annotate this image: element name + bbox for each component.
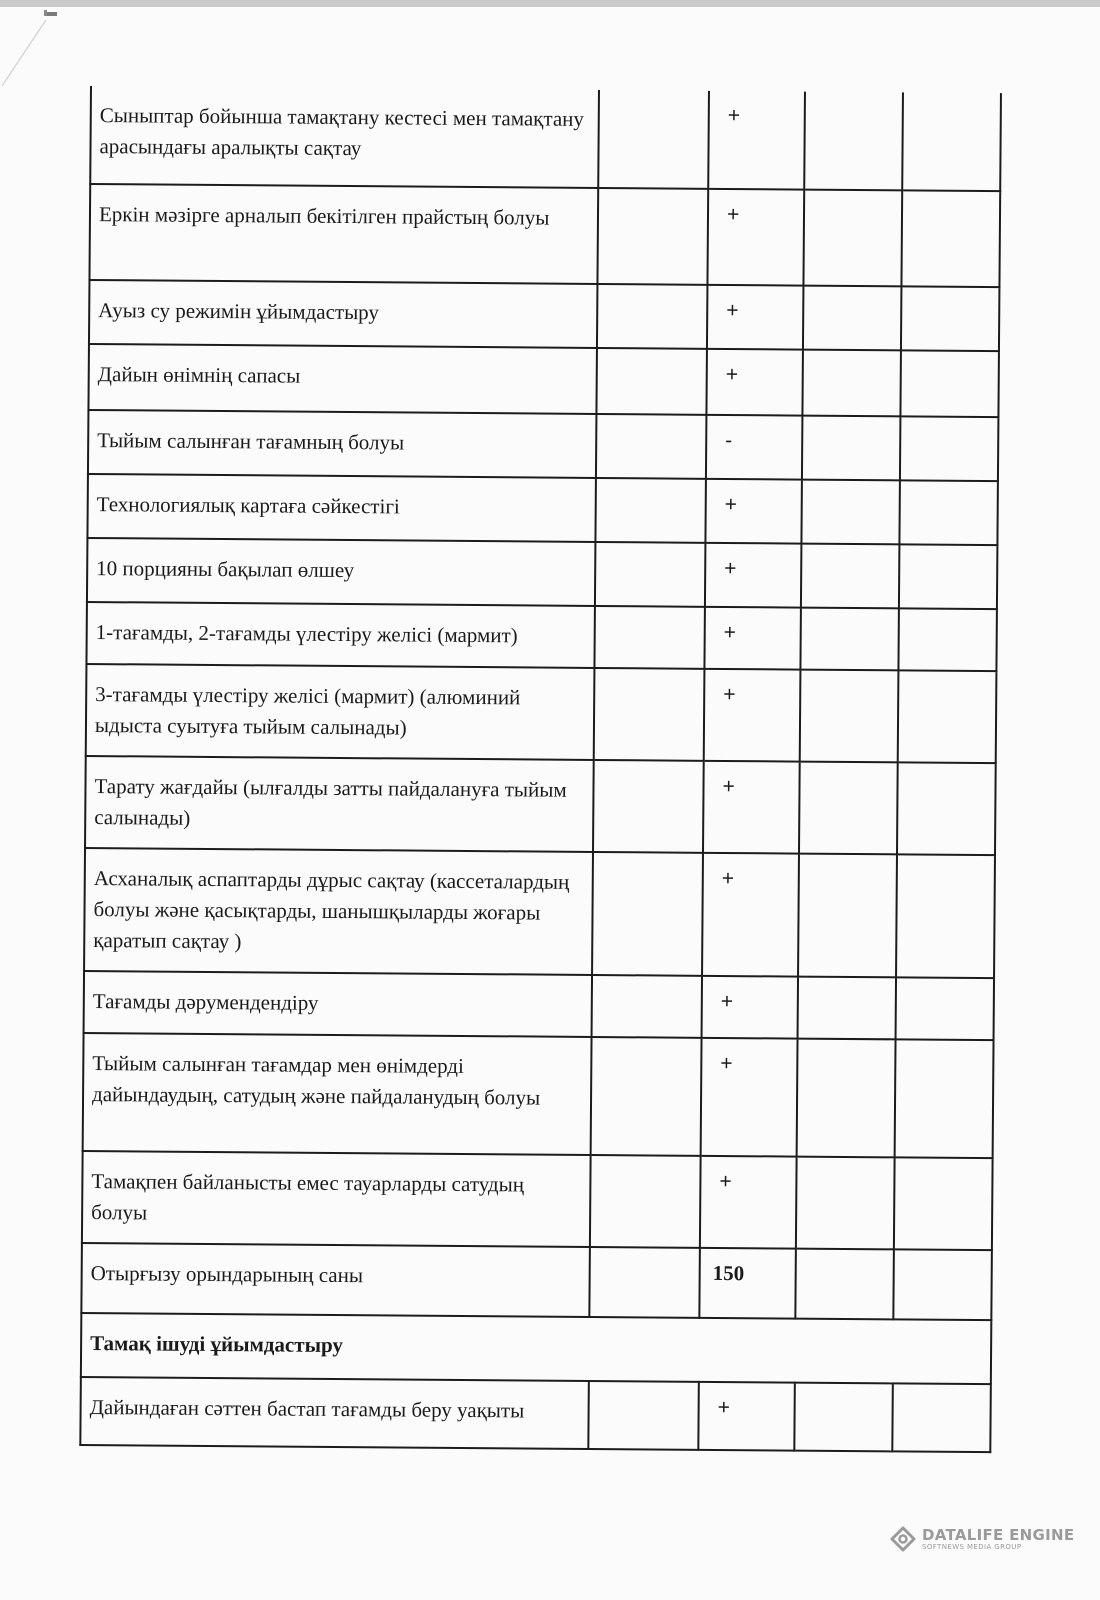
empty-cell <box>588 1381 699 1450</box>
empty-cell <box>898 670 997 763</box>
mark-cell <box>703 761 800 854</box>
table-row <box>86 602 996 671</box>
datalife-logo-icon <box>890 1526 916 1552</box>
mark-value: + <box>727 104 741 128</box>
mark-value: + <box>726 203 740 227</box>
empty-cell <box>901 286 999 351</box>
empty-cell <box>592 975 702 1038</box>
mark-cell <box>704 669 801 762</box>
criterion-text: Тыйым салынған тағамның болуы <box>97 428 405 455</box>
mark-cell <box>698 1382 795 1451</box>
empty-cell <box>897 762 996 855</box>
table-row <box>86 664 997 763</box>
table-row <box>87 538 997 609</box>
table-row <box>89 280 999 351</box>
mark-value: + <box>724 556 737 581</box>
table-row <box>81 1243 992 1320</box>
watermark-subtitle: SOFTNEWS MEDIA GROUP <box>922 1542 1022 1551</box>
mark-value: + <box>721 866 735 891</box>
empty-cell <box>795 1249 894 1320</box>
empty-cell <box>899 544 997 609</box>
empty-cell <box>798 854 897 978</box>
table-row <box>83 1033 994 1158</box>
mark-cell <box>701 1038 798 1157</box>
empty-cell <box>796 1157 895 1250</box>
empty-cell <box>799 762 898 855</box>
mark-cell <box>706 415 802 480</box>
mark-cell <box>706 349 803 416</box>
criterion-text: Отырғызу орындарының саны <box>90 1261 364 1288</box>
mark-value: - <box>725 429 733 453</box>
section-heading-row <box>81 1313 991 1384</box>
criterion-text: Асханалық аспаптарды дұрыс сақтау (кассеталардың болуы және қасықтарды, шанышқыларды жоғары қаратып сақтау ) <box>93 866 570 954</box>
mark-cell <box>699 1248 796 1319</box>
empty-cell <box>899 480 997 545</box>
page-fold-line <box>0 20 50 90</box>
criterion-text: Дайындаған сәттен бастап тағамды беру уақыты <box>89 1395 525 1423</box>
mark-value: + <box>726 299 739 323</box>
empty-cell <box>802 350 901 417</box>
mark-cell <box>707 189 804 286</box>
empty-cell <box>802 416 900 481</box>
empty-cell <box>801 544 899 609</box>
mark-value: + <box>719 1169 732 1194</box>
empty-cell <box>896 977 994 1040</box>
criterion-cell <box>88 344 597 414</box>
mark-cell <box>705 479 801 544</box>
watermark <box>890 1524 1074 1554</box>
table-row <box>84 848 995 978</box>
mark-cell <box>704 607 800 670</box>
mark-value: + <box>720 989 734 1014</box>
empty-cell <box>892 1383 991 1452</box>
table-row <box>89 184 1000 287</box>
criterion-cell <box>90 86 599 188</box>
empty-cell <box>594 606 704 669</box>
empty-cell <box>597 188 708 285</box>
table-row <box>88 410 998 481</box>
empty-cell <box>797 1039 896 1158</box>
criterion-text: Тағамды дәрумендендіру <box>92 989 319 1015</box>
mark-cell <box>702 853 799 977</box>
criterion-text: Тарату жағдайы (ылғалды затты пайдалануға тыйым салынады) <box>94 774 567 830</box>
criterion-cell <box>83 1033 592 1155</box>
mark-value: + <box>724 492 738 517</box>
mark-value: + <box>722 774 735 799</box>
criterion-text: Технологиялық картаға сәйкестігі <box>96 492 400 519</box>
criterion-text: 10 порцияны бақылап өлшеу <box>96 556 355 583</box>
empty-cell <box>589 1247 700 1318</box>
empty-cell <box>592 852 703 976</box>
section-heading: Тамақ ішуді ұйымдастыру <box>90 1331 344 1358</box>
empty-cell <box>591 1037 702 1156</box>
criterion-cell <box>82 1151 591 1247</box>
section-heading-cell <box>81 1313 991 1384</box>
criterion-cell <box>84 848 593 975</box>
empty-cell <box>900 416 998 481</box>
criterion-cell <box>89 184 598 284</box>
empty-cell <box>894 1157 993 1250</box>
criterion-text: Тамақпен байланысты емес тауарларды сатудың болуы <box>91 1169 525 1225</box>
empty-cell <box>902 92 1001 191</box>
scan-top-edge <box>0 0 1100 7</box>
empty-cell <box>803 286 901 351</box>
criterion-cell <box>81 1243 590 1317</box>
mark-cell <box>702 976 798 1039</box>
empty-cell <box>590 1155 701 1248</box>
empty-cell <box>895 1039 994 1158</box>
empty-cell <box>595 542 705 607</box>
mark-cell <box>708 91 805 190</box>
mark-value: + <box>723 620 737 645</box>
staple-mark-icon <box>44 10 60 18</box>
mark-cell <box>705 543 801 608</box>
criterion-cell <box>86 602 594 668</box>
mark-cell <box>707 285 803 350</box>
criterion-text: 3-тағамды үлестіру желісі (мармит) (алюминий ыдыста суытуға тыйым салынады) <box>94 682 521 740</box>
table-row <box>82 1151 993 1250</box>
empty-cell <box>803 190 902 287</box>
inspection-table-sheet <box>79 86 1002 1453</box>
empty-cell <box>794 1383 893 1452</box>
criterion-cell <box>87 474 595 542</box>
criterion-cell <box>85 756 594 852</box>
mark-value: + <box>720 1051 733 1076</box>
empty-cell <box>801 480 899 545</box>
inspection-table <box>79 86 1002 1453</box>
mark-value: + <box>725 363 739 387</box>
criterion-text: Тыйым салынған тағамдар мен өнімдерді дайындаудың, сатудың және пайдаланудың болуы <box>91 1051 541 1110</box>
empty-cell <box>594 668 705 761</box>
table-row <box>84 971 994 1040</box>
criterion-cell <box>89 280 597 348</box>
empty-cell <box>901 190 1000 287</box>
table-row <box>90 86 1001 191</box>
mark-value: + <box>717 1395 730 1420</box>
table-row <box>85 756 996 855</box>
empty-cell <box>597 284 707 349</box>
criterion-cell <box>80 1377 589 1449</box>
criterion-cell <box>87 538 595 606</box>
table-row <box>80 1377 991 1452</box>
criterion-cell <box>86 664 595 760</box>
empty-cell <box>593 760 704 853</box>
table-row <box>88 344 998 417</box>
mark-value: + <box>723 682 736 707</box>
watermark-title: DATALIFE ENGINE <box>922 1525 1075 1544</box>
criterion-text: Еркін мәзірге арналып бекітілген прайстың болуы <box>98 202 550 230</box>
empty-cell <box>596 348 707 415</box>
empty-cell <box>800 670 899 763</box>
criterion-cell <box>84 971 592 1037</box>
empty-cell <box>893 1249 992 1320</box>
empty-cell <box>804 92 903 191</box>
empty-cell <box>896 854 995 978</box>
empty-cell <box>595 478 705 543</box>
empty-cell <box>798 977 896 1040</box>
criterion-text: Ауыз су режимін ұйымдастыру <box>98 298 380 325</box>
empty-cell <box>596 414 706 479</box>
mark-cell <box>700 1156 797 1249</box>
empty-cell <box>898 608 996 671</box>
mark-value: 150 <box>712 1260 745 1286</box>
criterion-cell <box>88 410 596 478</box>
empty-cell <box>800 608 898 671</box>
empty-cell <box>598 90 709 189</box>
criterion-text: 1-тағамды, 2-тағамды үлестіру желісі (мармит) <box>95 620 518 648</box>
empty-cell <box>900 350 999 417</box>
criterion-text: Сыныптар бойынша тамақтану кестесі мен тамақтану арасындағы аралықты сақтау <box>99 103 585 161</box>
table-row <box>87 474 997 545</box>
criterion-text: Дайын өнімнің сапасы <box>97 362 301 388</box>
